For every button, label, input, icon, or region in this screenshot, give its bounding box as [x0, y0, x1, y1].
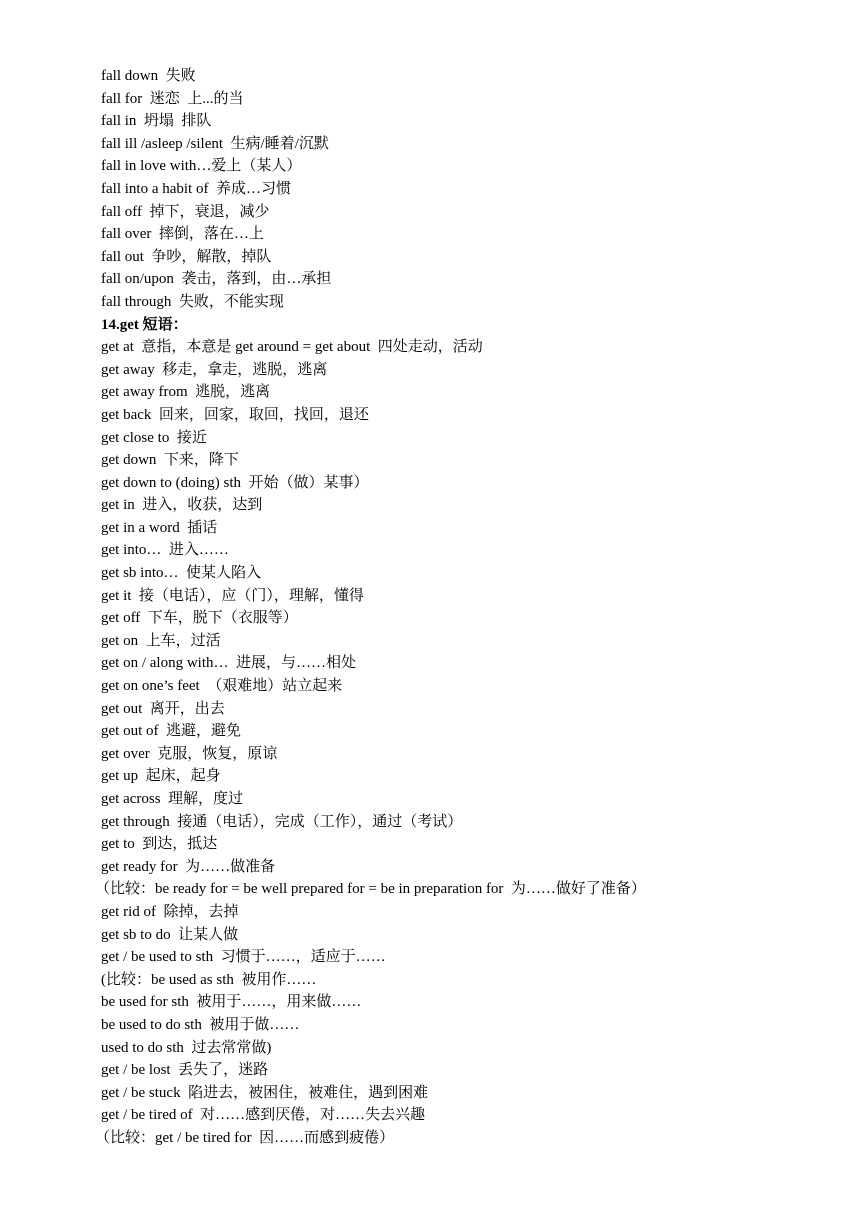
phrase-line: get / be stuck 陷进去，被困住，被难住，遇到困难	[101, 1084, 429, 1101]
phrase-line: fall in love with…爱上（某人）	[101, 158, 302, 175]
phrase-line: get / be used to sth 习惯于……，适应于……	[101, 949, 386, 966]
phrase-line: get it 接（电话），应（门），理解，懂得	[101, 587, 364, 604]
phrase-line: get in 进入，收获，达到	[101, 497, 263, 514]
phrase-line: fall on/upon 袭击，落到，由…承担	[101, 271, 332, 288]
phrase-line: get on one’s feet （艰难地）站立起来	[101, 678, 343, 695]
document-page	[95, 65, 841, 1150]
phrase-line: get on / along with… 进展，与……相处	[101, 655, 356, 672]
phrase-line: get / be tired of 对……感到厌倦，对……失去兴趣	[101, 1107, 426, 1124]
phrase-line: fall off 掉下，衰退，减少	[101, 203, 270, 220]
phrase-line: get through 接通（电话），完成（工作），通过（考试）	[101, 813, 463, 830]
phrase-line: be used for sth 被用于……，用来做……	[101, 994, 362, 1011]
phrase-line: get / be lost 丢失了，迷路	[101, 1062, 269, 1079]
phrase-line: get close to 接近	[101, 429, 207, 446]
phrase-line: fall for 迷恋 上...的当	[101, 90, 244, 107]
section-heading: 14.get 短语：	[101, 316, 188, 333]
phrase-line: get out 离开，出去	[101, 700, 225, 717]
phrase-line: be used to do sth 被用于做……	[101, 1016, 300, 1033]
phrase-line: get over 克服，恢复，原谅	[101, 745, 278, 762]
phrase-line: get off 下车，脱下（衣服等）	[101, 610, 298, 627]
phrase-line: fall down 失败	[101, 68, 196, 84]
phrase-line: fall out 争吵，解散，掉队	[101, 248, 272, 265]
phrase-line: fall in 坍塌 排队	[101, 113, 212, 130]
phrase-line: (比较：be used as sth 被用作……	[101, 971, 317, 988]
phrase-line: get ready for 为……做准备	[101, 858, 276, 875]
phrase-line: get at 意指，本意是 get around = get about 四处走动，活动	[101, 339, 483, 356]
phrase-line: get out of 逃避，避免	[101, 723, 241, 740]
phrase-line: fall into a habit of 养成…习惯	[101, 180, 291, 197]
phrase-line: get on 上车，过活	[101, 632, 221, 649]
phrase-line: get into… 进入……	[101, 542, 229, 559]
phrase-line: （比较：be ready for = be well prepared for = be in preparation for 为……做好了准备）	[95, 881, 646, 898]
phrase-line: get across 理解，度过	[101, 791, 244, 807]
phrase-line: used to do sth 过去常常做)	[101, 1039, 272, 1056]
phrase-line: fall over 摔倒，落在…上	[101, 226, 264, 243]
phrase-line: get up 起床，起身	[101, 768, 221, 785]
phrase-line: get away from 逃脱，逃离	[101, 384, 271, 401]
phrase-line: get away 移走，拿走，逃脱，逃离	[101, 361, 328, 378]
phrase-line: get to 到达，抵达	[101, 836, 218, 853]
phrase-line: get down 下来，降下	[101, 452, 239, 469]
phrase-line: get back 回来，回家，取回，找回，退还	[101, 406, 369, 423]
phrase-line: get sb to do 让某人做	[101, 926, 239, 943]
phrase-line: get sb into… 使某人陷入	[101, 565, 261, 582]
phrase-line: get in a word 插话	[101, 519, 218, 536]
phrase-line: （比较：get / be tired for 因……而感到疲倦）	[95, 1129, 395, 1146]
phrase-line: get down to (doing) sth 开始（做）某事）	[101, 474, 369, 491]
phrase-line: fall through 失败，不能实现	[101, 293, 284, 310]
phrase-line: get rid of 除掉，去掉	[101, 903, 239, 920]
phrase-line: fall ill /asleep /silent 生病/睡着/沉默	[101, 135, 329, 152]
